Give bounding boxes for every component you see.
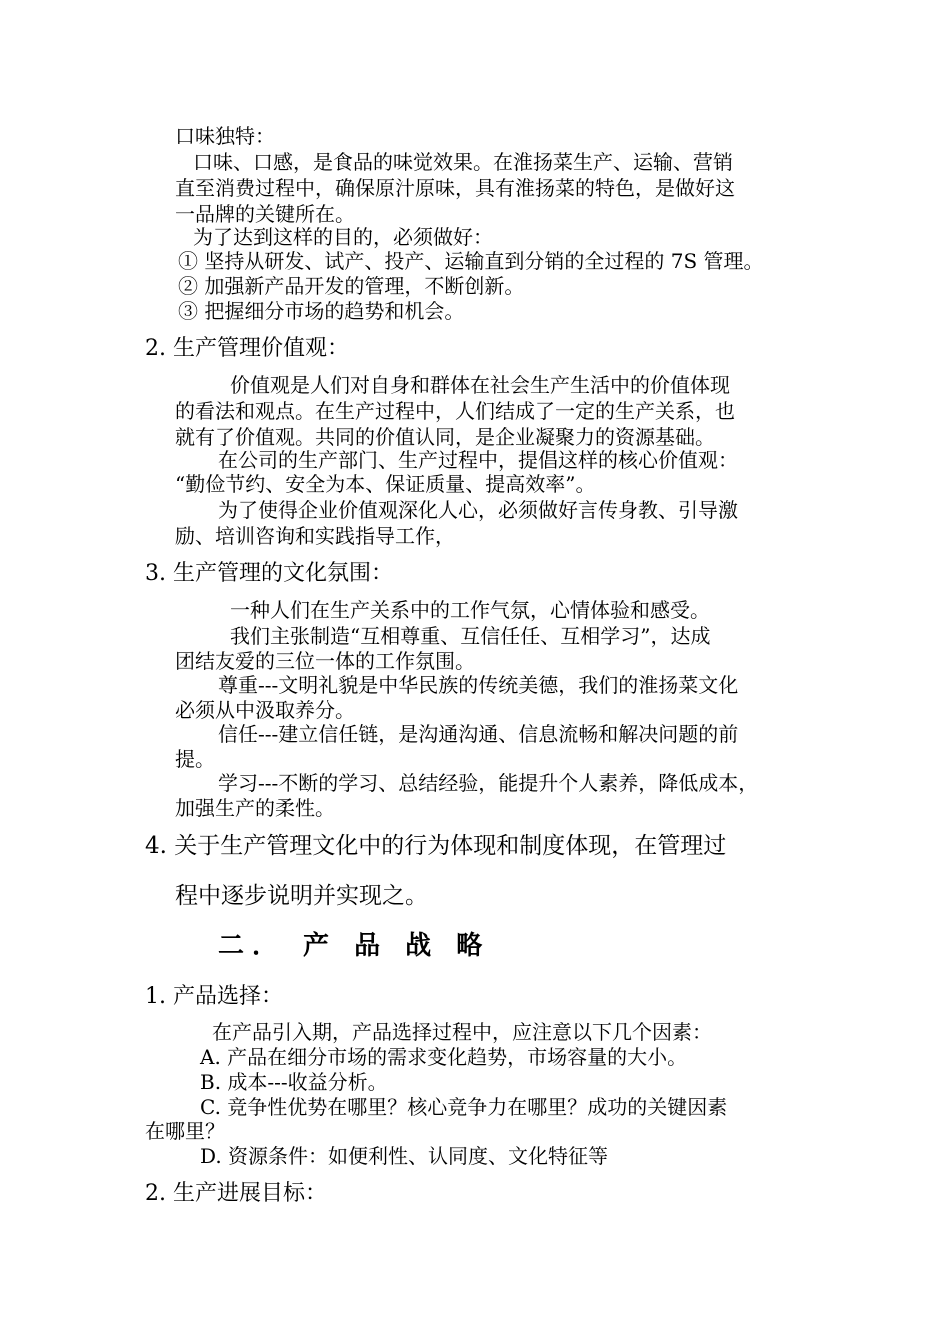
heading-product-selection: 1. 产品选择： (145, 984, 283, 1009)
list-item: ③ 把握细分市场的趋势和机会。 (178, 299, 465, 323)
heading-value-concept: 2. 生产管理价值观： (145, 336, 349, 361)
paragraph-line: 必须从中汲取养分。 (175, 698, 355, 722)
paragraph-line: “勤俭节约、安全为本、保证质量、提高效率”。 (175, 472, 596, 496)
paragraph-line: 程中逐步说明并实现之。 (175, 883, 428, 909)
paragraph-line: 信任---建立信任链，是沟通沟通、信息流畅和解决问题的前 (218, 722, 739, 746)
paragraph-line: 价值观是人们对自身和群体在社会生产生活中的价值体现 (230, 373, 730, 397)
list-item: A. 产品在细分市场的需求变化趋势，市场容量的大小。 (200, 1045, 688, 1069)
paragraph-line: 口味、口感，是食品的味觉效果。在淮扬菜生产、运输、营销 (193, 150, 733, 174)
heading-production-goal: 2. 生产进展目标： (145, 1181, 327, 1206)
paragraph-line: 一种人们在生产关系中的工作气氛，心情体验和感受。 (230, 598, 710, 622)
list-item: B. 成本---收益分析。 (200, 1070, 388, 1094)
paragraph-line: 在产品引入期，产品选择过程中，应注意以下几个因素： (212, 1020, 712, 1044)
list-item: ② 加强新产品开发的管理，不断创新。 (178, 274, 525, 298)
list-item: D. 资源条件：如便利性、认同度、文化特征等 (200, 1144, 609, 1168)
heading-culture-atmosphere: 3. 生产管理的文化氛围： (145, 561, 393, 586)
subtitle-flavor: 口味独特： (175, 124, 275, 148)
paragraph-line: 加强生产的柔性。 (175, 796, 335, 820)
list-item: 在哪里？ (145, 1119, 225, 1143)
list-item: ① 坚持从研发、试产、投产、运输直到分销的全过程的 7S 管理。 (178, 249, 764, 273)
paragraph-line: 直至消费过程中，确保原汁原味，具有淮扬菜的特色，是做好这 (175, 176, 735, 200)
paragraph-line: 的看法和观点。在生产过程中，人们结成了一定的生产关系，也 (175, 399, 735, 423)
list-item: C. 竞争性优势在哪里？核心竞争力在哪里？成功的关键因素 (200, 1095, 728, 1119)
paragraph-line: 为了达到这样的目的，必须做好： (193, 225, 493, 249)
paragraph-line: 我们主张制造“互相尊重、互信任任、互相学习”，达成 (230, 624, 711, 648)
paragraph-line: 4. 关于生产管理文化中的行为体现和制度体现，在管理过 (145, 833, 727, 859)
paragraph-line: 励、培训咨询和实践指导工作， (175, 524, 455, 548)
section-title-product-strategy: 二． 产 品 战 略 (218, 931, 491, 961)
paragraph-line: 提。 (175, 747, 215, 771)
paragraph-line: 为了使得企业价值观深化人心，必须做好言传身教、引导激 (218, 498, 738, 522)
paragraph-line: 就有了价值观。共同的价值认同，是企业凝聚力的资源基础。 (175, 425, 715, 449)
paragraph-line: 团结友爱的三位一体的工作氛围。 (175, 649, 475, 673)
paragraph-line: 学习---不断的学习、总结经验，能提升个人素养，降低成本， (218, 771, 759, 795)
paragraph-line: 在公司的生产部门、生产过程中，提倡这样的核心价值观： (218, 448, 738, 472)
paragraph-line: 一品牌的关键所在。 (175, 202, 355, 226)
paragraph-line: 尊重---文明礼貌是中华民族的传统美德，我们的淮扬菜文化 (218, 673, 739, 697)
